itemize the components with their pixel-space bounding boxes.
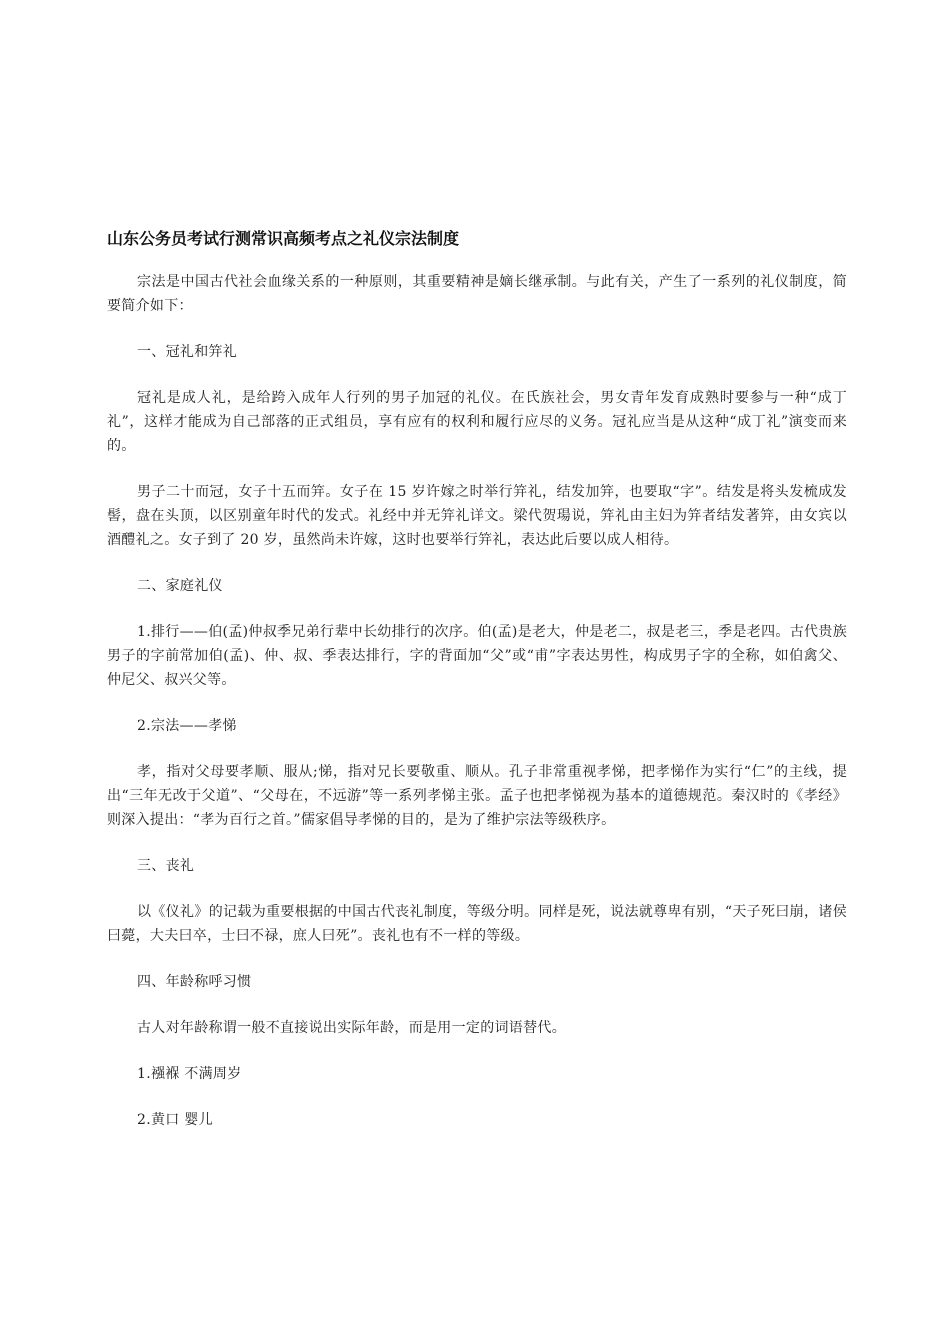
document-title: 山东公务员考试行测常识高频考点之礼仪宗法制度: [107, 229, 460, 248]
list-item-age-term: 2.黄口 婴儿: [137, 1112, 213, 1128]
subheading-filial-piety: 2.宗法——孝悌: [137, 718, 237, 734]
intro-paragraph: 宗法是中国古代社会血缘关系的一种原则，其重要精神是嫡长继承制。与此有关，产生了一系列的礼仪制度，简要简介如下：: [107, 274, 847, 314]
list-item-age-term: 1.襁褓 不满周岁: [137, 1066, 242, 1082]
paragraph-age-terms: 古人对年龄称谓一般不直接说出实际年龄，而是用一定的词语替代。: [137, 1020, 566, 1036]
paragraph-jili: 男子二十而冠，女子十五而笄。女子在 15 岁许嫁之时举行笄礼，结发加笄，也要取“字”。结发是将头发梳成发髻，盘在头顶，以区别童年时代的发式。礼经中并无笄礼详文。梁代贺瑒说，笄礼由主妇为笄者结发著笄，由女宾以酒醴礼之。女子到了 20 岁，虽然尚未许嫁，这时也要举行笄礼，表达此后要以成人相待。: [107, 484, 847, 548]
paragraph-ranking: 1.排行——伯(孟)仲叔季兄弟行辈中长幼排行的次序。伯(孟)是老大，仲是老二，叔是老三，季是老四。古代贵族男子的字前常加伯(孟)、仲、叔、季表达排行，字的背面加“父”或“甫”字表达男性，构成男子字的全称，如伯禽父、仲尼父、叔兴父等。: [107, 624, 847, 688]
section-heading-guanli: 一、冠礼和笄礼: [137, 344, 238, 360]
section-heading-age-terms: 四、年龄称呼习惯: [137, 974, 252, 990]
paragraph-filial-piety: 孝，指对父母要孝顺、服从;悌，指对兄长要敬重、顺从。孔子非常重视孝悌，把孝悌作为实行“仁”的主线，提出“三年无改于父道”、“父母在，不远游”等一系列孝悌主张。孟子也把孝悌视为基本的道德规范。秦汉时的《孝经》则深入提出：“孝为百行之首。”儒家倡导孝悌的目的，是为了维护宗法等级秩序。: [107, 764, 847, 828]
section-heading-funeral: 三、丧礼: [137, 858, 195, 874]
document-page: [107, 229, 847, 1154]
paragraph-funeral: 以《仪礼》的记载为重要根据的中国古代丧礼制度，等级分明。同样是死，说法就尊卑有别，“天子死曰崩，诸侯曰薨，大夫曰卒，士曰不禄，庶人曰死”。丧礼也有不一样的等级。: [107, 904, 847, 944]
paragraph-guanli: 冠礼是成人礼，是给跨入成年人行列的男子加冠的礼仪。在氏族社会，男女青年发育成熟时要参与一种“成丁礼”，这样才能成为自己部落的正式组员，享有应有的权利和履行应尽的义务。冠礼应当是从这种“成丁礼”演变而来的。: [107, 390, 847, 454]
section-heading-family-etiquette: 二、家庭礼仪: [137, 578, 223, 594]
